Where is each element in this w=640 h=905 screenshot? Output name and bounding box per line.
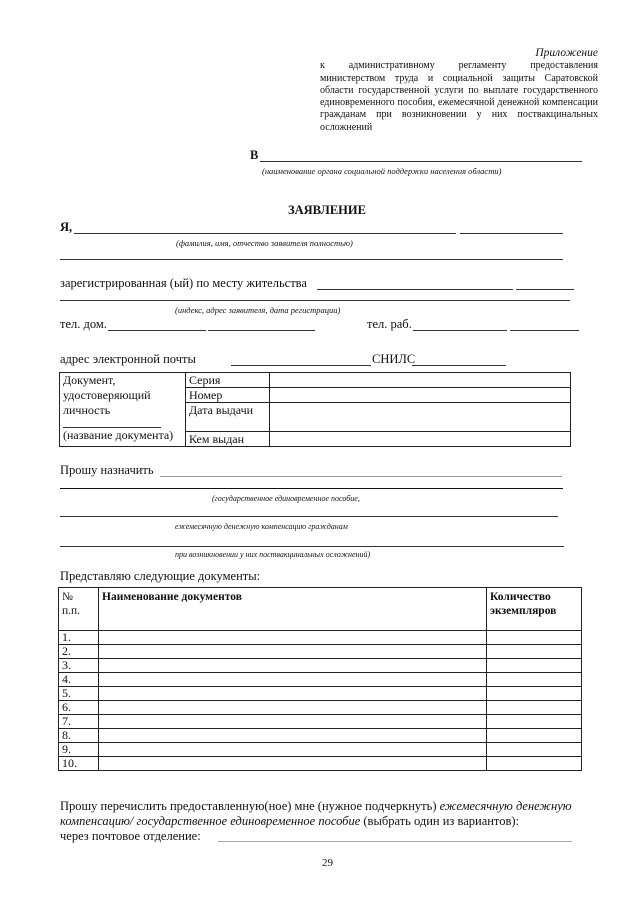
id-document-table [59, 372, 571, 447]
col-qty-header-2: экземпляров [490, 605, 557, 617]
doc-qty-cell[interactable] [487, 729, 582, 743]
id-doc-label-1: Документ, [63, 373, 116, 387]
payment-option-lumpsum[interactable]: компенсацию/ государственное единовременное пособие [60, 814, 361, 828]
row-num: 6. [59, 701, 99, 715]
page-title: ЗАЯВЛЕНИЕ [288, 203, 366, 217]
page-number: 29 [322, 857, 333, 869]
number-value[interactable] [270, 388, 571, 403]
doc-qty-cell[interactable] [487, 673, 582, 687]
col-qty-header-1: Количество [490, 591, 551, 603]
table-row [59, 645, 582, 659]
post-office-line[interactable] [218, 841, 572, 842]
row-num: 4. [59, 673, 99, 687]
table-row [59, 673, 582, 687]
doc-qty-cell[interactable] [487, 645, 582, 659]
table-row [59, 729, 582, 743]
phone-work-line[interactable] [413, 330, 507, 331]
fio-line-extra[interactable] [460, 233, 563, 234]
doc-qty-cell[interactable] [487, 631, 582, 645]
doc-name-cell[interactable] [99, 701, 487, 715]
addressee-caption: (наименование органа социальной поддержки населения области) [262, 166, 502, 176]
payment-text-1: Прошу перечислить предоставленную(ное) мне (нужное подчеркнуть) [60, 799, 437, 813]
id-doc-name-caption: (название документа) [63, 428, 174, 442]
payment-option-monthly[interactable]: ежемесячную денежную [439, 799, 572, 813]
issued-by-value[interactable] [270, 432, 571, 447]
request-line-1[interactable] [160, 476, 562, 477]
doc-name-cell[interactable] [99, 659, 487, 673]
payment-line-2 [60, 814, 519, 829]
doc-name-cell[interactable] [99, 673, 487, 687]
address-line-1[interactable] [317, 289, 513, 290]
phone-work-line-b[interactable] [510, 330, 579, 331]
appendix-text: к административному регламенту предоставления министерством труда и социальной защиты Саратовской области государственной услуги по выплате государственного единовременного пособия, ежемесячной денежной компенсации гражданам при возникновении у них поствакцинальных осложнений [320, 60, 598, 133]
col-num-header-2: п.п. [62, 605, 81, 617]
email-label: адрес электронной почты [60, 352, 196, 366]
doc-qty-cell[interactable] [487, 701, 582, 715]
option-post-label: через почтовое отделение: [60, 829, 201, 843]
row-num: 5. [59, 687, 99, 701]
address-line-2[interactable] [60, 300, 570, 301]
doc-name-cell[interactable] [99, 687, 487, 701]
appendix-block [320, 47, 598, 134]
table-row [59, 743, 582, 757]
row-num: 10. [59, 757, 99, 771]
appendix-title: Приложение [535, 47, 598, 59]
request-line-3[interactable] [60, 516, 558, 517]
doc-name-cell[interactable] [99, 729, 487, 743]
snils-label: СНИЛС [372, 352, 416, 366]
id-doc-label-cell [60, 373, 186, 447]
row-num: 3. [59, 659, 99, 673]
col-num-header [59, 588, 99, 631]
issued-by-label: Кем выдан [186, 432, 270, 447]
col-num-header-1: № [62, 591, 73, 603]
phone-home-line-b[interactable] [208, 330, 315, 331]
payment-line-1 [60, 799, 572, 814]
table-row [59, 757, 582, 771]
doc-qty-cell[interactable] [487, 743, 582, 757]
payment-text-2: (выбрать один из вариантов): [363, 814, 520, 828]
registered-label: зарегистрированная (ый) по месту жительства [60, 276, 307, 290]
request-line-4[interactable] [60, 546, 564, 547]
documents-table [58, 587, 582, 771]
address-line-1b[interactable] [516, 289, 574, 290]
issue-date-label: Дата выдачи [186, 403, 270, 432]
col-name-header: Наименование документов [99, 588, 487, 631]
doc-name-cell[interactable] [99, 715, 487, 729]
issue-date-value[interactable] [270, 403, 571, 432]
table-row [59, 701, 582, 715]
addressee-prefix: В [250, 148, 259, 162]
table-row [59, 715, 582, 729]
payment-option-post-row [60, 829, 201, 844]
row-num: 8. [59, 729, 99, 743]
fio-line[interactable] [74, 233, 456, 234]
documents-intro: Представляю следующие документы: [60, 569, 261, 583]
request-label: Прошу назначить [60, 463, 154, 477]
doc-qty-cell[interactable] [487, 659, 582, 673]
id-doc-name-line[interactable] [63, 418, 161, 428]
doc-name-cell[interactable] [99, 645, 487, 659]
phone-work-label: тел. раб. [367, 317, 412, 331]
phone-home-label: тел. дом. [60, 317, 107, 331]
address-caption: (индекс, адрес заявителя, дата регистрации) [175, 305, 341, 315]
request-caption-2: ежемесячную денежную компенсацию гражданам [175, 522, 348, 531]
row-num: 7. [59, 715, 99, 729]
id-doc-label-2: удостоверяющий [63, 388, 151, 402]
col-qty-header [487, 588, 582, 631]
table-row [59, 631, 582, 645]
series-label: Серия [186, 373, 270, 388]
fio-line-2[interactable] [60, 259, 563, 260]
doc-name-cell[interactable] [99, 757, 487, 771]
series-value[interactable] [270, 373, 571, 388]
table-row [59, 659, 582, 673]
fio-caption: (фамилия, имя, отчество заявителя полностью) [176, 238, 353, 248]
applicant-prefix: Я, [60, 220, 73, 234]
phone-home-line[interactable] [108, 330, 206, 331]
doc-qty-cell[interactable] [487, 687, 582, 701]
row-num: 2. [59, 645, 99, 659]
id-doc-label-3: личность [63, 403, 111, 417]
request-caption-1: (государственное единовременное пособие, [212, 494, 360, 503]
doc-name-cell[interactable] [99, 743, 487, 757]
documents-header-row [59, 588, 582, 631]
doc-qty-cell[interactable] [487, 715, 582, 729]
request-line-2[interactable] [60, 488, 563, 489]
number-label: Номер [186, 388, 270, 403]
request-caption-3: при возникновении у них поствакцинальных осложнений) [175, 550, 371, 559]
doc-qty-cell[interactable] [487, 757, 582, 771]
row-num: 9. [59, 743, 99, 757]
addressee-line[interactable] [260, 161, 582, 162]
email-line[interactable] [231, 365, 371, 366]
table-row [59, 687, 582, 701]
snils-line[interactable] [412, 365, 506, 366]
row-num: 1. [59, 631, 99, 645]
doc-name-cell[interactable] [99, 631, 487, 645]
